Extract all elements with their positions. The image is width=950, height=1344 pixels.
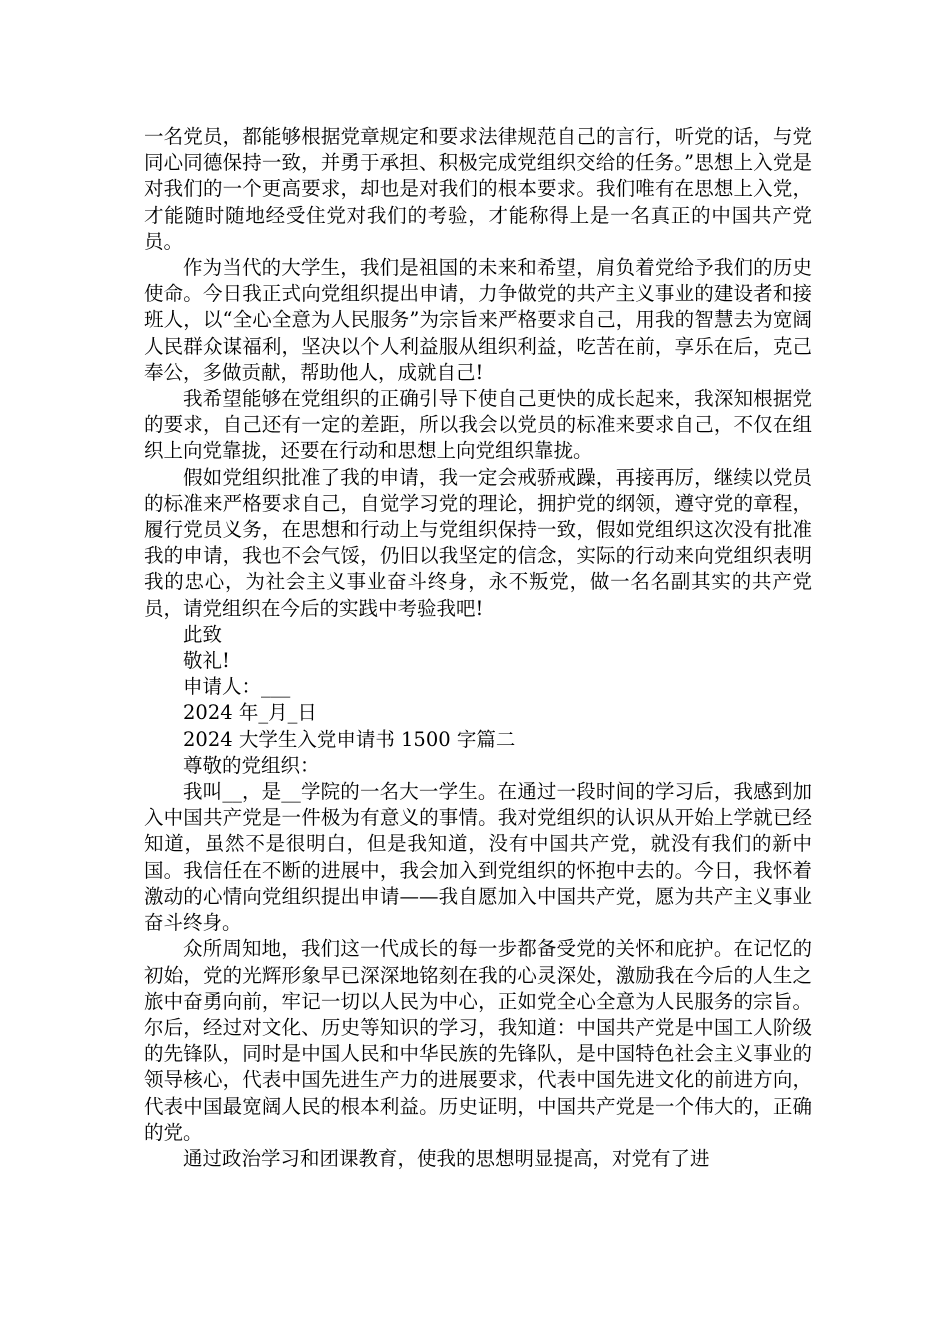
- section-title: 2024 大学生入党申请书 1500 字篇二: [183, 727, 516, 751]
- closing-salutation: 此致: [183, 622, 223, 646]
- applicant-signature: 申请人：___: [183, 675, 291, 699]
- greeting: 尊敬的党组织：: [183, 753, 320, 777]
- paragraph-mission: 作为当代的大学生，我们是祖国的未来和希望，肩负着党给予我们的历史使命。今日我正式向党组织提出申请，力争做党的共产主义事业的建设者和接班人，以“全心全意为人民服务”为宗旨来严格要求自己，用我的智慧去为宽阔人民群众谋福利，坚决以个人利益服从组织利益，吃苦在前，享乐在后，克己奉公，多做贡献，帮助他人，成就自己!: [144, 256, 812, 384]
- paragraph-introduction: 我叫__，是__学院的一名大一学生。在通过一段时间的学习后，我感到加入中国共产党是一件极为有意义的事情。我对党组织的认识从开始上学就已经知道，虽然不是很明白，但是我知道，没有中国共产党，就没有我们的新中国。我信任在不断的进展中，我会加入到党组织的怀抱中去的。今日，我怀着激动的心情向党组织提出申请——我自愿加入中国共产党，愿为共产主义事业奋斗终身。: [144, 780, 812, 935]
- closing-regards: 敬礼!: [183, 649, 230, 673]
- paragraph-continued: 一名党员，都能够根据党章规定和要求法律规范自己的言行，听党的话，与党同心同德保持一致，并勇于承担、积极完成党组织交给的任务。”思想上入党是对我们的一个更高要求，却也是对我们的根本要求。我们唯有在思想上入党，才能随时随地经受住党对我们的考验，才能称得上是一名真正的中国共产党员。: [144, 125, 812, 253]
- paragraph-commitment: 假如党组织批准了我的申请，我一定会戒骄戒躁，再接再厉，继续以党员的标准来严格要求自己，自觉学习党的理论，拥护党的纲领，遵守党的章程，履行党员义务，在思想和行动上与党组织保持一致，假如党组织这次没有批准我的申请，我也不会气馁，仍旧以我坚定的信念，实际的行动来向党组织表明我的忠心，为社会主义事业奋斗终身，永不叛党，做一名名副其实的共产党员，请党组织在今后的实践中考验我吧!: [144, 465, 812, 620]
- paragraph-study: 通过政治学习和团课教育，使我的思想明显提高，对党有了进: [183, 1146, 710, 1170]
- application-date: 2024 年_月_日: [183, 701, 317, 725]
- paragraph-history: 众所周知地，我们这一代成长的每一步都备受党的关怀和庇护。在记忆的初始，党的光辉形象早已深深地铭刻在我的心灵深处，激励我在今后的人生之旅中奋勇向前，牢记一切以人民为中心，正如党全心全意为人民服务的宗旨。尔后，经过对文化、历史等知识的学习，我知道：中国共产党是中国工人阶级的先锋队，同时是中国人民和中华民族的先锋队，是中国特色社会主义事业的领导核心，代表中国先进生产力的进展要求，代表中国先进文化的前进方向，代表中国最宽阔人民的根本利益。历史证明，中国共产党是一个伟大的，正确的党。: [144, 937, 812, 1144]
- paragraph-growth: 我希望能够在党组织的正确引导下使自己更快的成长起来，我深知根据党的要求，自己还有一定的差距，所以我会以党员的标准来要求自己，不仅在组织上向党靠拢，还要在行动和思想上向党组织靠拢。: [144, 387, 812, 463]
- document-page: [144, 124, 812, 1172]
